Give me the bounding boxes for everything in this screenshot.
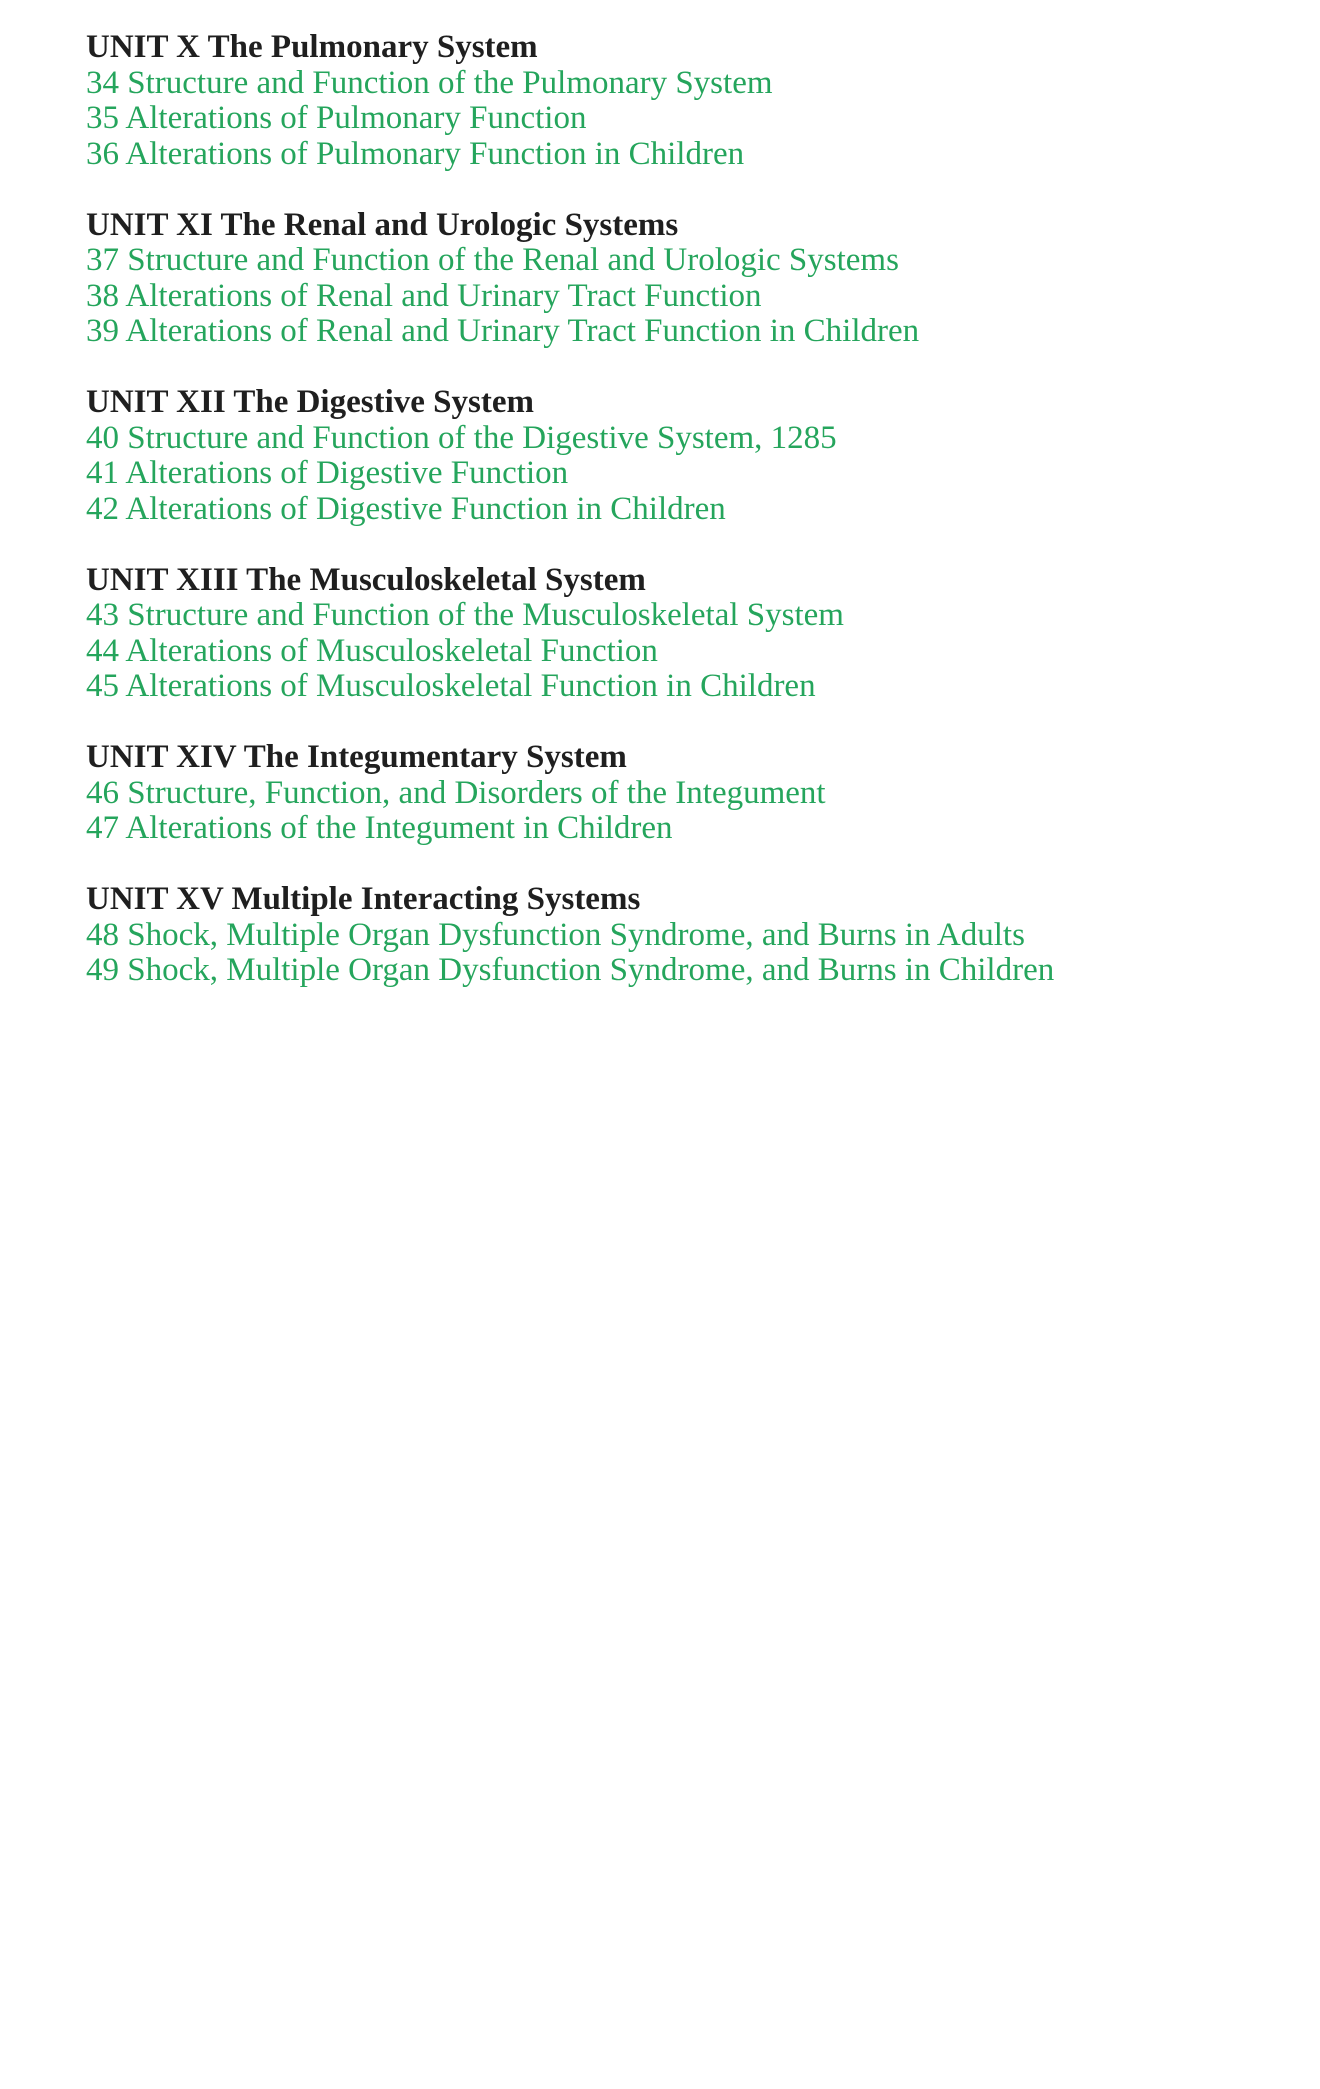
chapter-link[interactable]: 48 Shock, Multiple Organ Dysfunction Syndrome, and Burns in Adults xyxy=(86,916,1025,953)
chapter-link[interactable]: 39 Alterations of Renal and Urinary Tract Function in Children xyxy=(86,313,920,349)
unit-block-xv xyxy=(86,882,1280,989)
chapter-link[interactable]: 45 Alterations of Musculoskeletal Function in Children xyxy=(86,668,816,704)
unit-block-xiii xyxy=(86,563,1280,705)
chapter-link[interactable]: 41 Alterations of Digestive Function xyxy=(86,455,569,491)
chapter-link[interactable]: 47 Alterations of the Integument in Children xyxy=(86,810,673,846)
chapter-link[interactable]: 49 Shock, Multiple Organ Dysfunction Syndrome, and Burns in Children xyxy=(86,952,1055,988)
unit-block-xiv xyxy=(86,740,1280,847)
unit-block-xi xyxy=(86,208,1280,350)
chapter-link[interactable]: 35 Alterations of Pulmonary Function xyxy=(86,100,587,136)
chapter-link[interactable]: 38 Alterations of Renal and Urinary Tract Function xyxy=(86,277,762,314)
unit-heading: UNIT XV Multiple Interacting Systems xyxy=(86,881,641,917)
chapter-link[interactable]: 40 Structure and Function of the Digestive System, 1285 xyxy=(86,419,837,456)
chapter-link[interactable]: 37 Structure and Function of the Renal and Urologic Systems xyxy=(86,242,899,278)
chapter-link[interactable]: 46 Structure, Function, and Disorders of the Integument xyxy=(86,774,826,811)
chapter-link[interactable]: 36 Alterations of Pulmonary Function in Children xyxy=(86,135,745,172)
unit-heading: UNIT XIV The Integumentary System xyxy=(86,739,627,775)
unit-block-xii xyxy=(86,385,1280,527)
chapter-link[interactable]: 43 Structure and Function of the Musculoskeletal System xyxy=(86,597,844,633)
unit-block-x xyxy=(86,30,1280,172)
chapter-link[interactable]: 34 Structure and Function of the Pulmonary System xyxy=(86,64,773,101)
unit-heading: UNIT XIII The Musculoskeletal System xyxy=(86,561,646,598)
unit-heading: UNIT X The Pulmonary System xyxy=(86,29,538,65)
chapter-link[interactable]: 42 Alterations of Digestive Function in Children xyxy=(86,490,726,527)
chapter-link[interactable]: 44 Alterations of Musculoskeletal Function xyxy=(86,632,658,669)
unit-heading: UNIT XI The Renal and Urologic Systems xyxy=(86,206,679,243)
unit-heading: UNIT XII The Digestive System xyxy=(86,384,534,420)
